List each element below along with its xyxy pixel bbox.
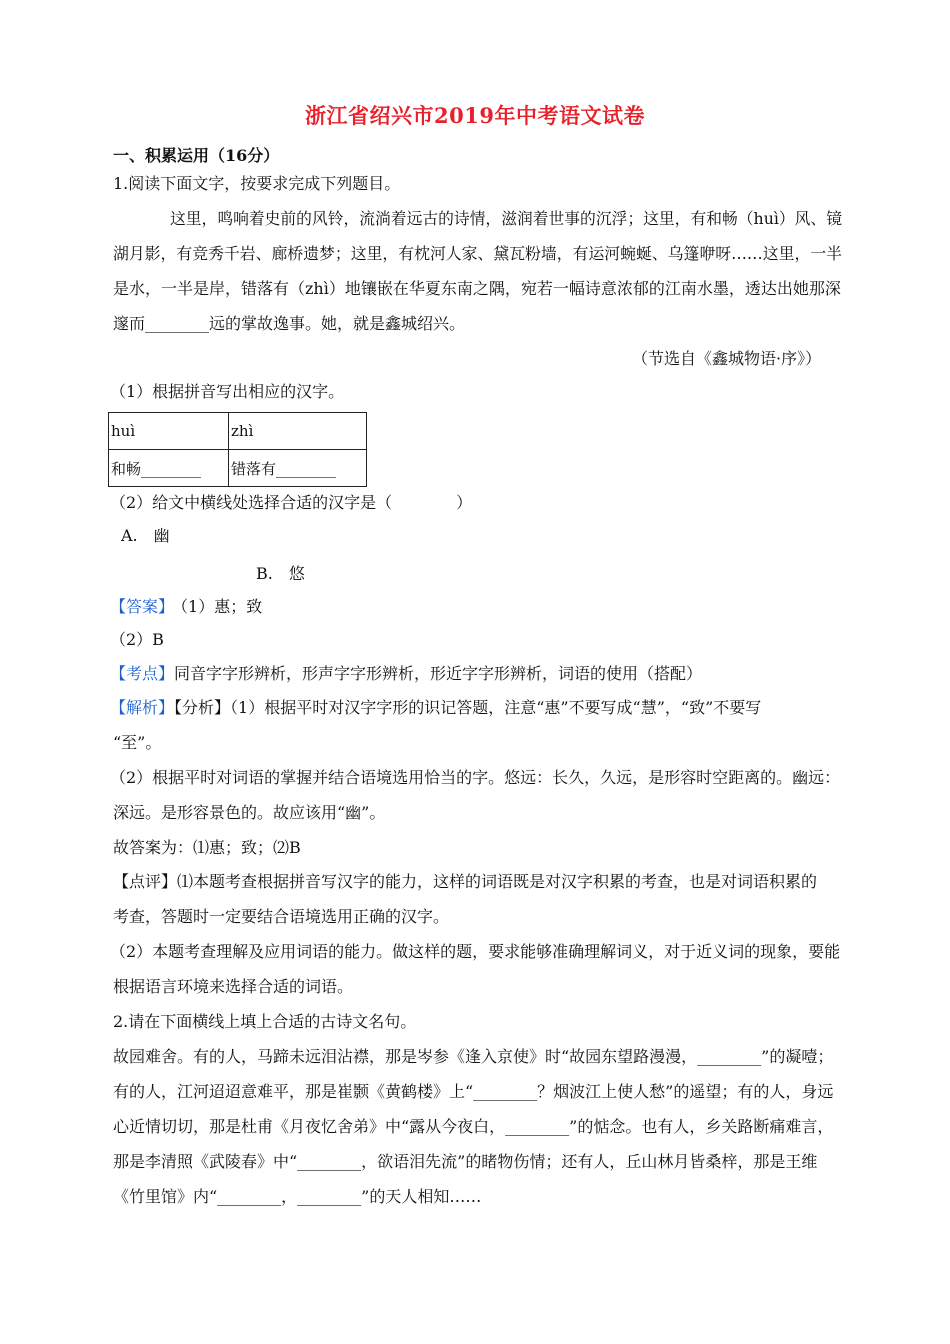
answer-row xyxy=(110,597,262,617)
q2-line: 那是李清照《武陵春》中“________，欲语泪先流”的睹物伤情；还有人，丘山林月皆桑梓，那是王维 xyxy=(113,1152,818,1171)
dianping-text: 【点评】⑴本题考查根据拼音写汉字的能力，这样的词语既是对汉字积累的考查，也是对词语积累的 xyxy=(113,872,818,891)
sub-question-1: （1）根据拼音写出相应的汉字。 xyxy=(110,382,345,401)
jiexi-text: 故答案为：⑴惠；致；⑵B xyxy=(113,838,301,857)
dianping-text: （2）本题考查理解及应用词语的能力。做这样的题，要求能够准确理解词义，对于近义词的现象，要能 xyxy=(110,942,841,961)
passage-line: 湖月影，有竞秀千岩、廊桥遗梦；这里，有枕河人家、黛瓦粉墙，有运河蜿蜒、乌篷咿呀……这里，一半 xyxy=(113,244,843,263)
page-title: 浙江省绍兴市2019年中考语文试卷 xyxy=(305,103,645,128)
section-heading: 一、积累运用（16分） xyxy=(113,146,280,165)
option-a: A. 幽 xyxy=(121,526,170,545)
kaodian-text: 同音字字形辨析，形声字字形辨析，形近字字形辨析，词语的使用（搭配） xyxy=(174,664,703,683)
dianping-text: 根据语言环境来选择合适的词语。 xyxy=(113,977,354,996)
jiexi-text: “至”。 xyxy=(113,733,162,752)
answer-text: （2）B xyxy=(110,630,164,649)
jiexi-text: 深远。是形容景色的。故应该用“幽”。 xyxy=(113,803,386,822)
q2-line: 《竹里馆》内“________，________”的天人相知…… xyxy=(113,1187,482,1206)
q2-line: 有的人，江河迢迢意难平，那是崔颢《黄鹤楼》上“________？烟波江上使人愁”的遥望；有的人，身远 xyxy=(113,1082,834,1101)
question-1-prompt: 1.阅读下面文字，按要求完成下列题目。 xyxy=(113,174,401,193)
answer-text: （1）惠；致 xyxy=(180,597,263,616)
option-b: B. 悠 xyxy=(256,564,305,583)
passage-source: （节选自《鑫城物语·序》） xyxy=(632,349,822,368)
sub-question-2: （2）给文中横线处选择合适的汉字是（ ） xyxy=(110,493,473,512)
pinyin-table xyxy=(108,412,367,487)
dianping-text: 考查，答题时一定要结合语境选用正确的汉字。 xyxy=(113,907,450,926)
jiexi-text: （2）根据平时对词语的掌握并结合语境选用恰当的字。悠远：长久，久远，是形容时空距离的。幽远： xyxy=(110,768,841,787)
jiexi-tag: 【解析】 xyxy=(110,698,175,717)
question-2-prompt: 2.请在下面横线上填上合适的古诗文名句。 xyxy=(113,1012,417,1031)
pinyin-cell: zhì xyxy=(229,413,367,450)
pinyin-cell: huì xyxy=(109,413,229,450)
jiexi-row xyxy=(110,698,761,718)
passage-line: 这里，鸣响着史前的风铃，流淌着远古的诗情，滋润着世事的沉浮；这里，有和畅（huì）风、镜 xyxy=(170,209,842,228)
answer-tag: 【答案】 xyxy=(110,597,175,616)
kaodian-row xyxy=(110,664,702,684)
answer-blank-cell: 错落有________ xyxy=(229,450,367,487)
answer-blank-cell: 和畅________ xyxy=(109,450,229,487)
kaodian-tag: 【考点】 xyxy=(110,664,175,683)
passage-line: 邃而________远的掌故逸事。她，就是鑫城绍兴。 xyxy=(113,314,466,333)
q2-line: 心近情切切，那是杜甫《月夜忆舍弟》中“露从今夜白，________”的惦念。也有人，乡关路断痛难言， xyxy=(113,1117,834,1136)
jiexi-text: 【分析】（1）根据平时对汉字字形的识记答题，注意“惠”不要写成“慧”，“致”不要写 xyxy=(174,698,762,717)
passage-line: 是水，一半是岸，错落有（zhì）地镶嵌在华夏东南之隅，宛若一幅诗意浓郁的江南水墨，透达出她那深 xyxy=(113,279,841,298)
q2-line: 故园难舍。有的人，马蹄未远泪沾襟，那是岑参《逢入京使》时“故园东望路漫漫，________”的凝噎； xyxy=(113,1047,834,1066)
